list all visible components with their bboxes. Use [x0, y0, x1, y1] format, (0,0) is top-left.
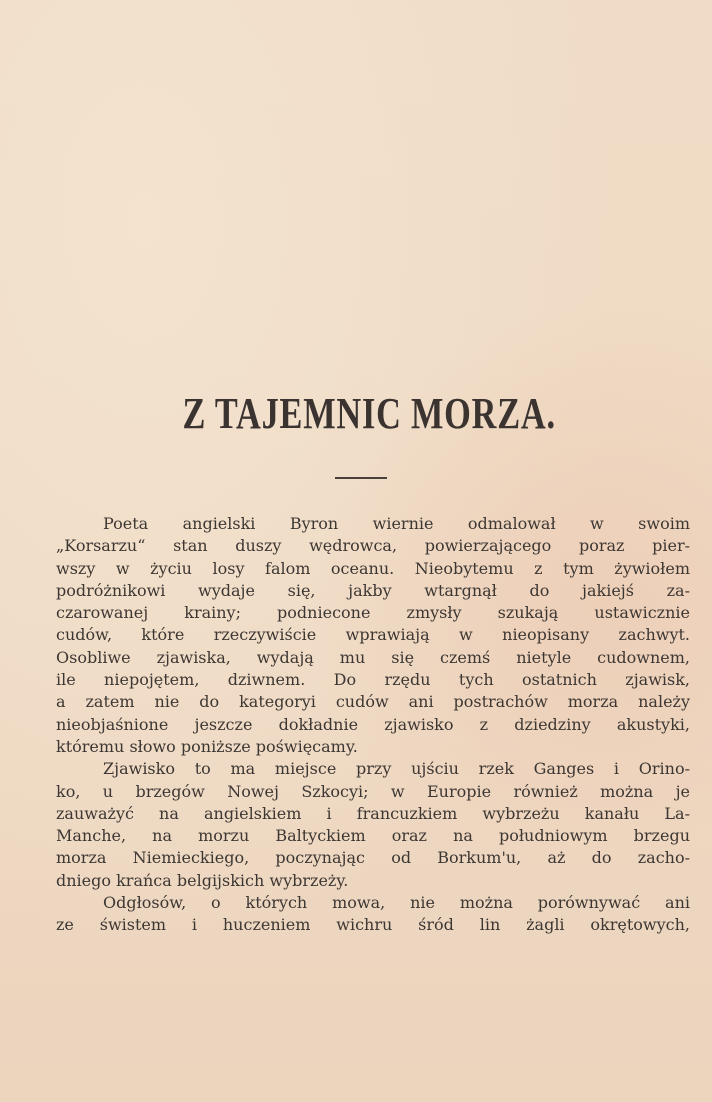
text-line: Zjawisko to ma miejsce przy ujściu rzek Ganges i Orino-	[103, 759, 690, 779]
page-title: Z TAJEMNIC MORZA.	[182, 389, 556, 438]
text-line: ile niepojętem, dziwnem. Do rzędu tych ostatnich zjawisk,	[56, 670, 690, 690]
text-line: cudów, które rzeczywiście wprawiają w nieopisany zachwyt.	[56, 625, 690, 645]
text-line: Odgłosów, o których mowa, nie można porównywać ani	[103, 893, 690, 913]
text-line: Osobliwe zjawiska, wydają mu się czemś nietyle cudownem,	[56, 647, 690, 667]
text-line: morza Niemieckiego, poczynając od Borkum'u, aż do zacho-	[56, 848, 690, 868]
text-line: „Korsarzu“ stan duszy wędrowca, powierzającego poraz pier-	[56, 536, 690, 556]
text-line: a zatem nie do kategoryi cudów ani postrachów morza należy	[56, 692, 690, 712]
body-text	[56, 513, 690, 937]
text-line: zauważyć na angielskiem i francuzkiem wybrzeżu kanału La-	[56, 803, 690, 823]
text-line: wszy w życiu losy falom oceanu. Nieobytemu z tym żywiołem	[56, 558, 690, 578]
text-line: czarowanej krainy; podniecone zmysły szukają ustawicznie	[56, 603, 690, 623]
text-line: któremu słowo poniższe poświęcamy.	[56, 736, 358, 756]
title-divider	[335, 477, 387, 479]
text-line: podróżnikowi wydaje się, jakby wtargnął do jakiejś za-	[56, 580, 690, 600]
text-line: Poeta angielski Byron wiernie odmalował w swoim	[103, 514, 690, 533]
text-line: Manche, na morzu Baltyckiem oraz na południowym brzegu	[56, 826, 690, 846]
text-line: dniego krańca belgijskich wybrzeży.	[56, 870, 349, 890]
text-line: ze świstem i huczeniem wichru śród lin żagli okrętowych,	[56, 915, 690, 935]
text-line: ko, u brzegów Nowej Szkocyi; w Europie również można je	[56, 781, 690, 801]
text-line: nieobjaśnione jeszcze dokładnie zjawisko z dziedziny akustyki,	[56, 714, 690, 734]
